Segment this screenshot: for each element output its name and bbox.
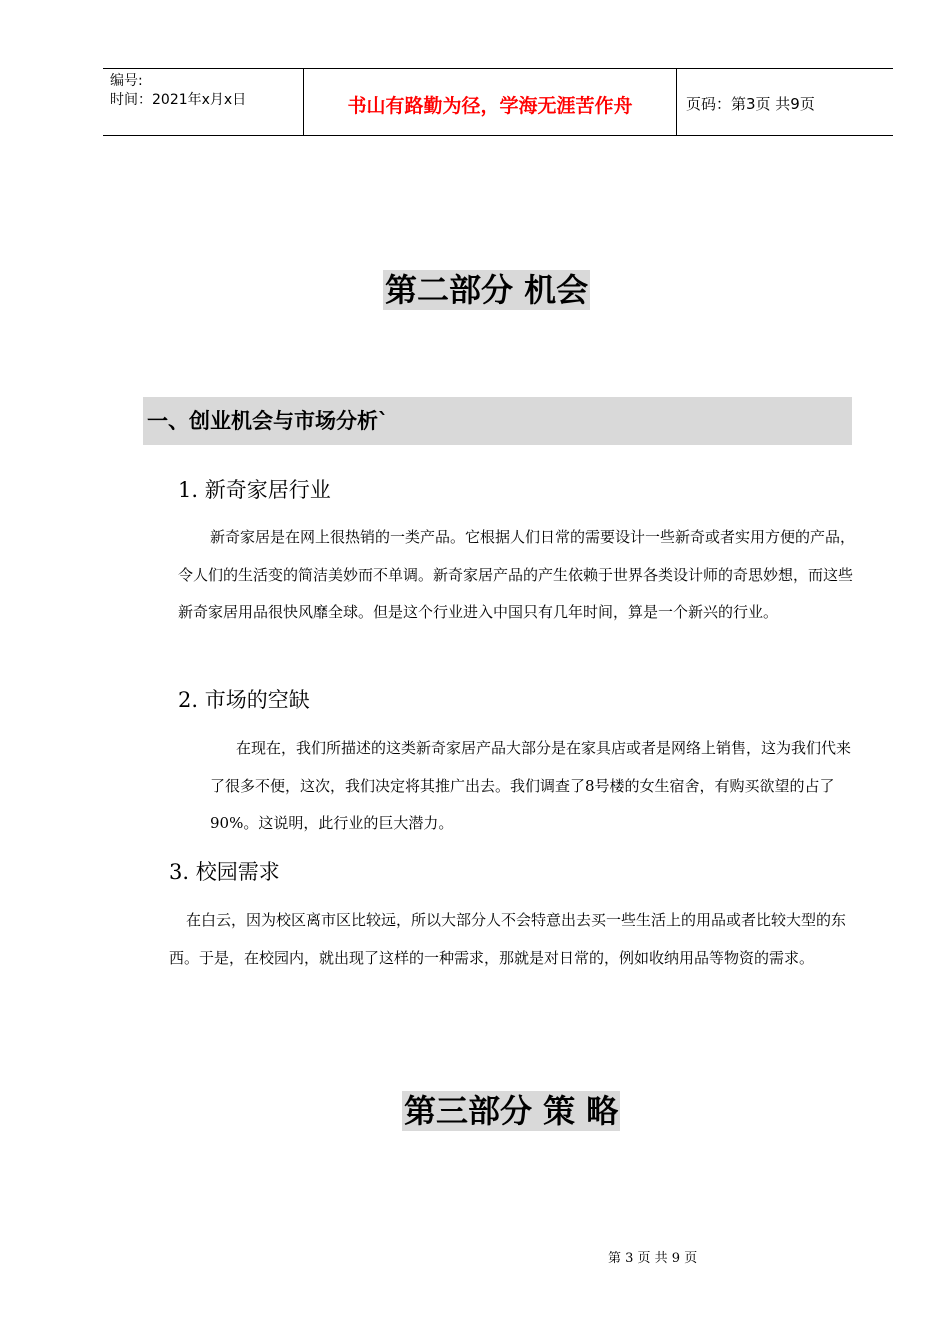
header-time-label: 时间：2021年x月x日 <box>110 92 247 108</box>
header-bottom-rule <box>103 135 893 136</box>
subsection-2-text: 在现在，我们所描述的这类新奇家居产品大部分是在家具店或者是网络上销售，这为我们代来了很多不便，这次，我们决定将其推广出去。我们调查了8号楼的女生宿舍，有购买欲望的占了90%。这说明，此行业的巨大潜力。 <box>210 739 852 832</box>
header-page-label: 页码：第3页 共9页 <box>686 95 815 113</box>
part2-title: 第二部分 机会 <box>385 271 589 309</box>
subsection-1-title: 1. 新奇家居行业 <box>178 478 331 502</box>
subsection-2-title: 2. 市场的空缺 <box>178 688 310 712</box>
header-divider-right <box>676 68 677 136</box>
header-motto: 书山有路勤为径，学海无涯苦作舟 <box>347 95 633 117</box>
header-top-rule <box>103 68 893 69</box>
page-footer: 第 3 页 共 9 页 <box>608 1251 698 1266</box>
header-left-cell <box>110 72 246 110</box>
section1-title: 一、创业机会与市场分析` <box>143 397 852 445</box>
subsection-1-text: 新奇家居是在网上很热销的一类产品。它根据人们日常的需要设计一些新奇或者实用方便的产品，令人们的生活变的简洁美妙而不单调。新奇家居产品的产生依赖于世界各类设计师的奇思妙想，而这些新奇家居用品很快风靡全球。但是这个行业进入中国只有几年时间，算是一个新兴的行业。 <box>178 528 856 621</box>
part3-title: 第三部分 策 略 <box>404 1092 619 1130</box>
subsection-3-text: 在白云，因为校区离市区比较远，所以大部分人不会特意出去买一些生活上的用品或者比较大型的东西。于是，在校园内，就出现了这样的一种需求，那就是对日常的，例如收纳用品等物资的需求。 <box>169 911 847 967</box>
subsection-3-title: 3. 校园需求 <box>169 860 280 884</box>
header-number-label: 编号: <box>110 73 143 89</box>
